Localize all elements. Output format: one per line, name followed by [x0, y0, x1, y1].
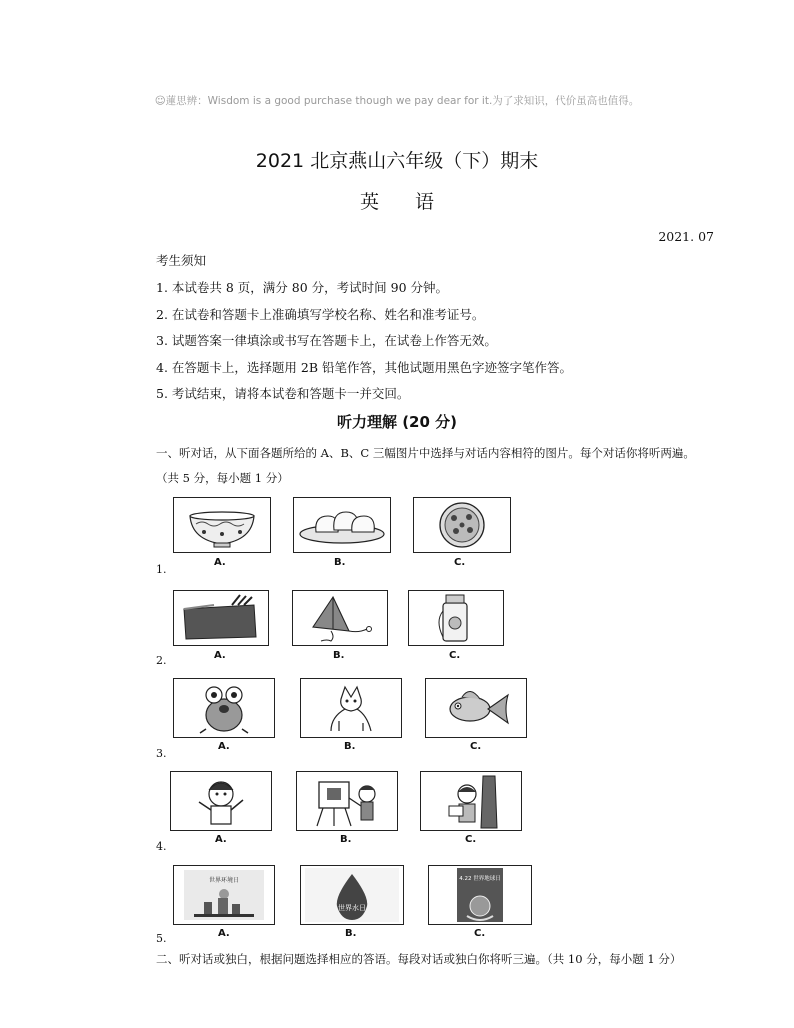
q1-option-b-image[interactable]: [293, 497, 391, 553]
notice-item-5: 5. 考试结束，请将本试卷和答题卡一并交回。: [156, 386, 410, 401]
notice-item-3: 3. 试题答案一律填涂或书写在答题卡上，在试卷上作答无效。: [156, 333, 497, 348]
pencil-case-icon: [174, 591, 268, 645]
girl-waving-icon: [171, 772, 271, 830]
world-day-poster-icon: [174, 866, 274, 924]
q3-option-b-image[interactable]: [300, 678, 402, 738]
girl-reading-icon: [421, 772, 521, 830]
question-number: 2.: [156, 654, 167, 667]
q2-option-a-label: A.: [214, 650, 226, 661]
cat-icon: [301, 679, 401, 737]
pizza-icon: [414, 498, 510, 552]
q5-option-c-label: C.: [474, 928, 486, 939]
question-number: 1.: [156, 563, 167, 576]
q4-option-b-label: B.: [340, 834, 352, 845]
section-listening-title: 听力理解 (20 分): [336, 413, 458, 431]
notice-item-1: 1. 本试卷共 8 页，满分 80 分，考试时间 90 分钟。: [156, 280, 449, 295]
q2-option-c-label: C.: [449, 650, 461, 661]
q2-option-b-label: B.: [333, 650, 345, 661]
q2-option-a-image[interactable]: [173, 590, 269, 646]
part1-instruction-score: （共 5 分，每小题 1 分）: [156, 471, 289, 485]
q3-option-c-image[interactable]: [425, 678, 527, 738]
q1-option-a-image[interactable]: [173, 497, 271, 553]
earth-day-poster-icon: [429, 866, 531, 924]
bottle-icon: [409, 591, 503, 645]
q1-option-c-label: C.: [454, 557, 466, 568]
q5-option-b-image[interactable]: [300, 865, 404, 925]
q1-option-a-label: A.: [214, 557, 226, 568]
question-number: 4.: [156, 840, 167, 853]
q3-option-b-label: B.: [344, 741, 356, 752]
question-number: 5.: [156, 932, 167, 945]
q5-option-b-caption: 世界水日: [338, 904, 366, 912]
goldfish-icon: [426, 679, 526, 737]
q5-option-a-caption: 世界环境日: [208, 877, 240, 884]
part1-instruction: 一、听对话，从下面各题所给的 A、B、C 三幅图片中选择与对话内容相符的图片。每个对话你将听两遍。: [156, 446, 695, 460]
q3-option-a-image[interactable]: [173, 678, 275, 738]
notice-heading: 考生须知: [156, 253, 207, 268]
girl-painting-icon: [297, 772, 397, 830]
water-drop-poster-icon: [301, 866, 403, 924]
bowl-icon: [174, 498, 270, 552]
kite-icon: [293, 591, 387, 645]
q3-option-a-label: A.: [218, 741, 230, 752]
exam-title: 2021 北京燕山六年级（下）期末: [255, 150, 539, 172]
q1-option-c-image[interactable]: [413, 497, 511, 553]
q5-option-c-image[interactable]: [428, 865, 532, 925]
notice-item-2: 2. 在试卷和答题卡上准确填写学校名称、姓名和准考证号。: [156, 307, 485, 322]
question-number: 3.: [156, 747, 167, 760]
exam-date: 2021. 07: [658, 229, 714, 244]
q3-option-c-label: C.: [470, 741, 482, 752]
q2-option-c-image[interactable]: [408, 590, 504, 646]
q4-option-b-image[interactable]: [296, 771, 398, 831]
frog-icon: [174, 679, 274, 737]
notice-item-4: 4. 在答题卡上，选择题用 2B 铅笔作答，其他试题用黑色字迹签字笔作答。: [156, 360, 572, 375]
q4-option-c-label: C.: [465, 834, 477, 845]
q4-option-a-label: A.: [215, 834, 227, 845]
q5-option-b-label: B.: [345, 928, 357, 939]
q4-option-c-image[interactable]: [420, 771, 522, 831]
part2-instruction: 二、听对话或独白，根据问题选择相应的答语。每段对话或独白你将听三遍。（共 10 分，每小题 1 分）: [156, 952, 682, 966]
q1-option-b-label: B.: [334, 557, 346, 568]
q5-option-c-caption: 4.22 世界地球日: [459, 876, 501, 882]
q5-option-a-image[interactable]: [173, 865, 275, 925]
q4-option-a-image[interactable]: [170, 771, 272, 831]
q5-option-a-label: A.: [218, 928, 230, 939]
header-quote: ☺蓮思辨：Wisdom is a good purchase though we pay dear for it.为了求知识，代价虽高也值得。: [154, 95, 640, 107]
dumplings-icon: [294, 498, 390, 552]
q2-option-b-image[interactable]: [292, 590, 388, 646]
exam-subject: 英语: [359, 191, 470, 213]
